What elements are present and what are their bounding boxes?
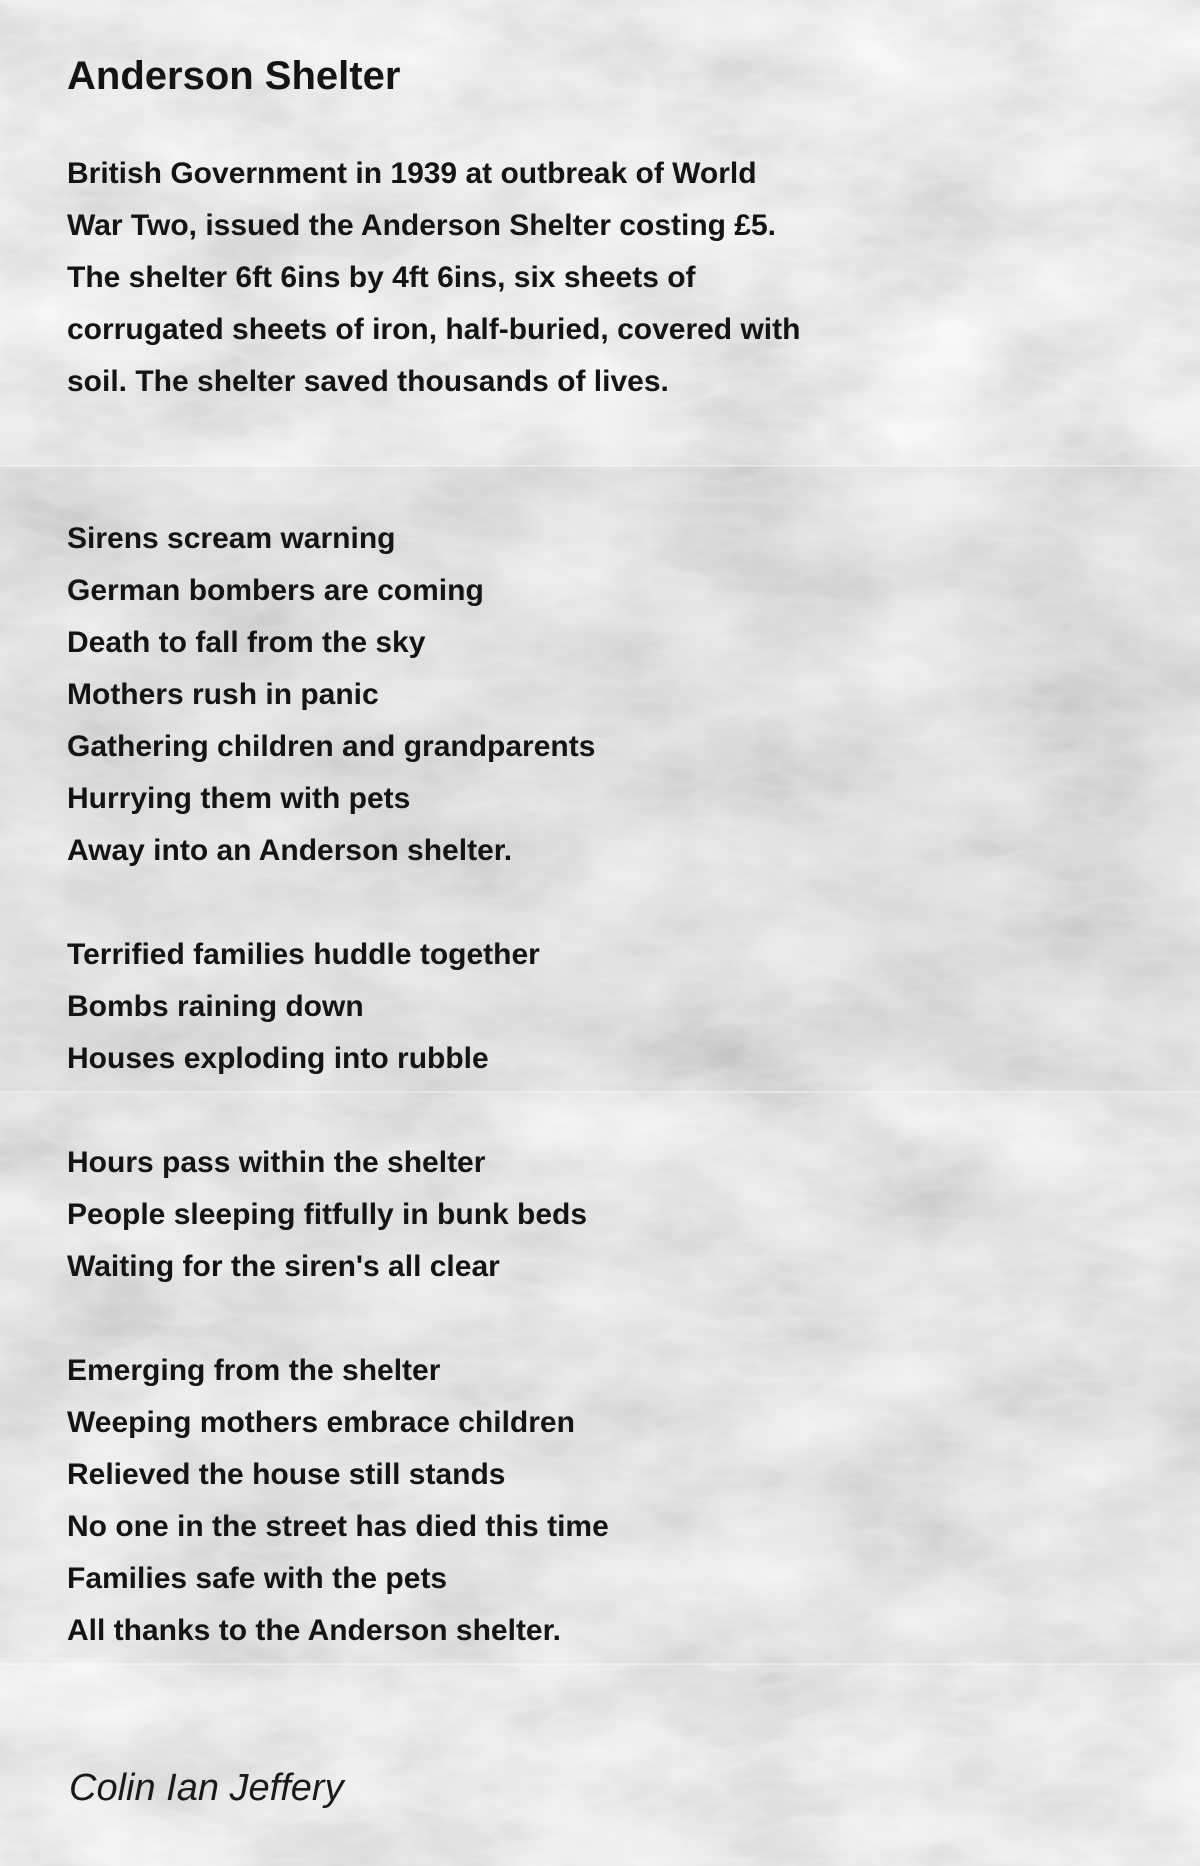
poem-line: Death to fall from the sky (67, 626, 426, 659)
poem-line: Away into an Anderson shelter. (67, 834, 513, 867)
poem-line: German bombers are coming (67, 574, 484, 607)
poem-line: No one in the street has died this time (67, 1510, 609, 1543)
poem-line: People sleeping fitfully in bunk beds (67, 1198, 588, 1231)
poem-line: Relieved the house still stands (67, 1458, 506, 1491)
poem-line: Hurrying them with pets (67, 782, 411, 815)
poem-line: Sirens scream warning (67, 522, 396, 555)
poem-author: Colin Ian Jeffery (69, 1767, 344, 1809)
poem-line: Hours pass within the shelter (67, 1146, 486, 1179)
poem-line: Terrified families huddle together (67, 938, 540, 971)
intro-line: The shelter 6ft 6ins by 4ft 6ins, six sheets of (67, 261, 696, 294)
intro-line: British Government in 1939 at outbreak of World (67, 157, 757, 190)
poem-stanza-3 (67, 1137, 587, 1293)
intro-line: corrugated sheets of iron, half-buried, covered with (67, 313, 801, 346)
poem-intro (67, 148, 800, 408)
poem-line: All thanks to the Anderson shelter. (67, 1614, 561, 1647)
poem-line: Families safe with the pets (67, 1562, 448, 1595)
intro-line: War Two, issued the Anderson Shelter costing £5. (67, 209, 777, 242)
poem-line: Mothers rush in panic (67, 678, 379, 711)
intro-line: soil. The shelter saved thousands of lives. (67, 365, 669, 398)
poem-title: Anderson Shelter (67, 54, 401, 98)
poem-line: Bombs raining down (67, 990, 364, 1023)
poem-line: Houses exploding into rubble (67, 1042, 489, 1075)
panel-seam (0, 1091, 1200, 1093)
poem-line: Weeping mothers embrace children (67, 1406, 575, 1439)
panel-seam (0, 1663, 1200, 1665)
poem-stanza-2 (67, 929, 540, 1085)
panel-seam (0, 465, 1200, 467)
poem-line: Waiting for the siren's all clear (67, 1250, 500, 1283)
poem-stanza-4 (67, 1345, 609, 1657)
poem-stanza-1 (67, 513, 595, 877)
poem-line: Emerging from the shelter (67, 1354, 441, 1387)
poem-line: Gathering children and grandparents (67, 730, 596, 763)
